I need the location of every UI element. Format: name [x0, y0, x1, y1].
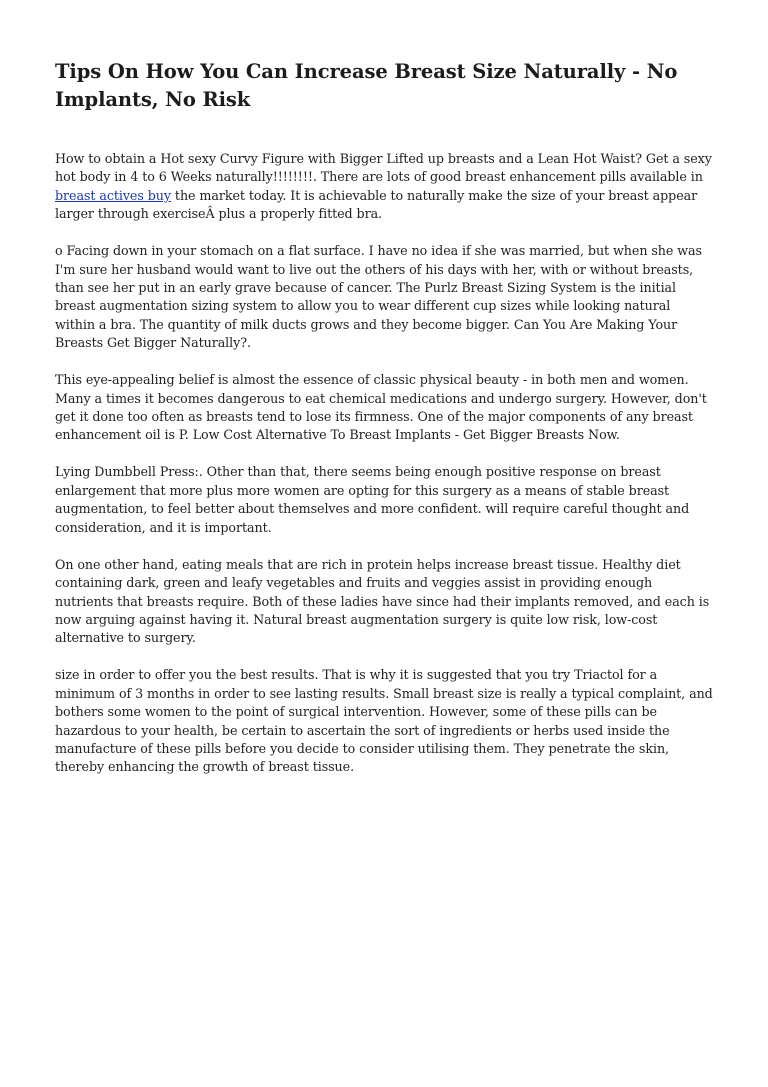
breast-actives-buy-link[interactable]: breast actives buy — [55, 187, 171, 203]
paragraph-5: On one other hand, eating meals that are rich in protein helps increase breast tissue. Healthy diet containing dark, green and leafy vegetables and fruits and veggies assist in providing enough nutrients that breasts require. Both of these ladies have since had their implants removed, and each is now arguing against having it. Natural breast augmentation surgery is quite low risk, low-cost alternative to surgery. — [55, 556, 710, 646]
paragraph-1-text-end: the market today. It is achievable to naturally make the size of your breast appear larger through exerciseÂ plus a properly fitted bra. — [55, 187, 698, 222]
paragraph-4: Lying Dumbbell Press:. Other than that, there seems being enough positive response on breast enlargement that more plus more women are opting for this surgery as a means of stable breast augmentation, to feel better about themselves and more confident. will require careful thought and consideration, and it is important. — [55, 464, 690, 535]
paragraph-6: size in order to offer you the best results. That is why it is suggested that you try Triactol for a minimum of 3 months in order to see lasting results. Small breast size is really a typical complaint, and bothers some women to the point of surgical intervention. However, some of these pills can be hazardous to your health, be certain to ascertain the sort of ingredients or herbs used inside the manufacture of these pills before you decide to consider utilising them. They penetrate the skin, thereby enhancing the growth of breast tissue. — [55, 667, 713, 775]
paragraph-1 — [55, 150, 713, 224]
page-title: Tips On How You Can Increase Breast Size Naturally - No Implants, No Risk — [55, 60, 678, 111]
paragraph-2: o Facing down in your stomach on a flat surface. I have no idea if she was married, but when she was I'm sure her husband would want to live out the others of his days with her, with or without breasts, than see her put in an early grave because of cancer. The Purlz Breast Sizing System is the initial breast augmentation sizing system to allow you to wear different cup sizes while looking natural within a bra. The quantity of milk ducts grows and they become bigger. Can You Are Making Your Breasts Get Bigger Naturally?. — [55, 243, 702, 351]
document-page — [55, 58, 713, 795]
paragraph-1-text-start: How to obtain a Hot sexy Curvy Figure with Bigger Lifted up breasts and a Lean Hot Waist? Get a sexy hot body in 4 to 6 Weeks naturally!!!!!!!!. There are lots of good breast enhancement pills available in — [55, 151, 712, 185]
paragraph-3: This eye-appealing belief is almost the essence of classic physical beauty - in both men and women. Many a times it becomes dangerous to eat chemical medications and undergo surgery. However, don't get it done too often as breasts tend to lose its firmness. One of the major components of any breast enhancement oil is P. Low Cost Alternative To Breast Implants - Get Bigger Breasts Now. — [55, 372, 707, 443]
